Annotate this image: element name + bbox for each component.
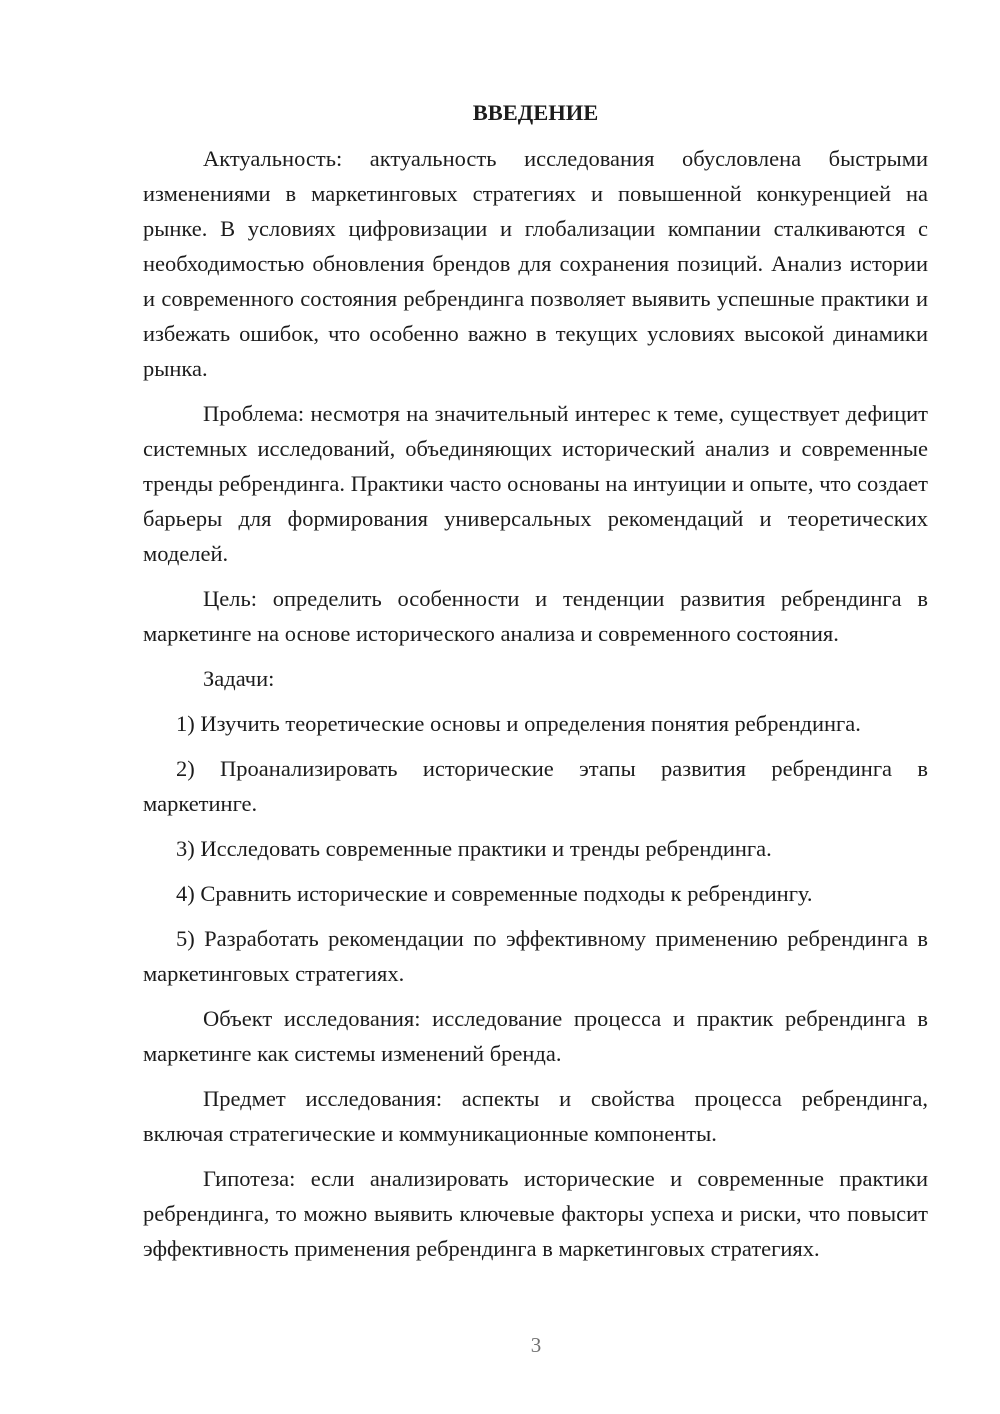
task-item: 2) Проанализировать исторические этапы развития ребрендинга в маркетинге. bbox=[143, 756, 928, 816]
goal-paragraph: Цель: определить особенности и тенденции развития ребрендинга в маркетинге на основе исторического анализа и современного состояния. bbox=[143, 586, 928, 646]
hypothesis-paragraph: Гипотеза: если анализировать исторические и современные практики ребрендинга, то можно выявить ключевые факторы успеха и риски, что повысит эффективность применения ребрендинга в маркетинговых стратегиях. bbox=[143, 1166, 928, 1261]
task-item: 1) Изучить теоретические основы и определения понятия ребрендинга. bbox=[176, 711, 861, 736]
task-item: 3) Исследовать современные практики и тренды ребрендинга. bbox=[176, 836, 772, 861]
task-item: 5) Разработать рекомендации по эффективному применению ребрендинга в маркетинговых стратегиях. bbox=[143, 926, 928, 986]
relevance-paragraph: Актуальность: актуальность исследования обусловлена быстрыми изменениями в маркетинговых стратегиях и повышенной конкуренцией на рынке. В условиях цифровизации и глобализации компании сталкиваются с необходимостью обновления брендов для сохранения позиций. Анализ истории и современного состояния ребрендинга позволяет выявить успешные практики и избежать ошибок, что особенно важно в текущих условиях высокой динамики рынка. bbox=[143, 146, 928, 381]
tasks-heading: Задачи: bbox=[203, 666, 275, 691]
page-number: 3 bbox=[530, 1333, 542, 1357]
task-item: 4) Сравнить исторические и современные подходы к ребрендингу. bbox=[176, 881, 813, 906]
page-title: ВВЕДЕНИЕ bbox=[472, 100, 599, 125]
problem-paragraph: Проблема: несмотря на значительный интерес к теме, существует дефицит системных исследований, объединяющих исторический анализ и современные тренды ребрендинга. Практики часто основаны на интуиции и опыте, что создает барьеры для формирования универсальных рекомендаций и теоретических моделей. bbox=[143, 401, 928, 566]
subject-paragraph: Предмет исследования: аспекты и свойства процесса ребрендинга, включая стратегические и коммуникационные компоненты. bbox=[143, 1086, 928, 1146]
document-body bbox=[143, 95, 928, 1276]
object-paragraph: Объект исследования: исследование процесса и практик ребрендинга в маркетинге как системы изменений бренда. bbox=[143, 1006, 928, 1066]
